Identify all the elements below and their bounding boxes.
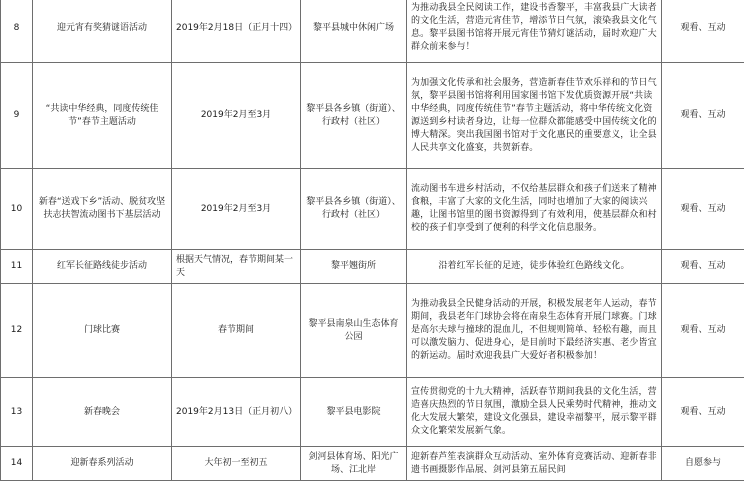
table-row (1, 250, 744, 284)
event-name: 迎元宵有奖猜谜语活动 (33, 0, 172, 63)
event-name: 红军长征路线徒步活动 (33, 250, 172, 284)
event-name: “共读中华经典，同度传统佳节”春节主题活动 (33, 63, 172, 169)
event-content: 沿着红军长征的足迹，徒步体验红色路线文化。 (407, 250, 662, 284)
table-row (1, 284, 744, 378)
table-row (1, 0, 744, 63)
row-number: 14 (1, 447, 33, 481)
event-name: 新春“送戏下乡”活动、脱贫攻坚扶志扶智流动图书下基层活动 (33, 169, 172, 250)
row-number: 10 (1, 169, 33, 250)
event-place: 黎平县城中休闲广场 (301, 0, 407, 63)
event-name: 门球比赛 (33, 284, 172, 378)
event-form: 自愿参与 (662, 447, 744, 481)
event-time: 大年初一至初五 (172, 447, 301, 481)
event-content: 为推动我县全民阅读工作，建设书香黎平，丰富我县广大读者的文化生活，营造元宵佳节，增添节日气氛，滚染我县文化气息。黎平县图书馆将开展元宵佳节猜灯谜活动，届时欢迎广大群众前来参与！ (407, 0, 662, 63)
table-row (1, 169, 744, 250)
row-number: 8 (1, 0, 33, 63)
event-form: 观看、互动 (662, 63, 744, 169)
row-number: 9 (1, 63, 33, 169)
event-time: 春节期间 (172, 284, 301, 378)
event-content: 为加强文化传承和社会服务，营造新春佳节欢乐祥和的节日气氛，黎平县图书馆将利用国家图书馆下发优质资源开展“共读中华经典，同度传统佳节”春节主题活动，将中华传统文化资源送到乡村读者身边，让每一位群众都能感受中国传统文化的博大精深。突出我国图书馆对于文化惠民的重要意义，让全县人民共享文化盛宴，共贺新春。 (407, 63, 662, 169)
event-content: 为推动我县全民健身活动的开展，积极发展老年人运动，春节期间，我县老年门球协会将在南泉生态体育开展门球赛。门球是高尔夫球与撞球的混血儿，不但规则简单、轻松有趣，而且可以激发脑力、促进身心，是目前时下最经济实惠、老少皆宜的新运动。届时欢迎我县广大爱好者积极参加！ (407, 284, 662, 378)
event-content: 流动图书车进乡村活动，不仅给基层群众和孩子们送来了精神食粮，丰富了大家的文化生活，同时也增加了大家的阅读兴趣，让图书馆里的图书资源得到了有效利用，使基层群众和村校的孩子们享受到了便利的科学文化信息服务。 (407, 169, 662, 250)
event-form: 观看、互动 (662, 378, 744, 447)
event-time: 2019年2月18日（正月十四） (172, 0, 301, 63)
table-row (1, 447, 744, 481)
event-place: 黎平县各乡镇（街道）、行政村（社区） (301, 63, 407, 169)
event-content: 迎新春芦笙表演群众互动活动、室外体育竞赛活动、迎新春非遗书画摄影作品展、剑河县第五届民间 (407, 447, 662, 481)
row-number: 12 (1, 284, 33, 378)
event-form: 观看、互动 (662, 0, 744, 63)
event-name: 新春晚会 (33, 378, 172, 447)
event-place: 黎平县各乡镇（街道）、行政村（社区） (301, 169, 407, 250)
event-time: 根据天气情况，春节期间某一天 (172, 250, 301, 284)
event-place: 黎平县电影院 (301, 378, 407, 447)
event-place: 黎平县南泉山生态体育公园 (301, 284, 407, 378)
event-name: 迎新春系列活动 (33, 447, 172, 481)
event-content: 宣传贯彻党的十九大精神，活跃春节期间我县的文化生活，营造喜庆热烈的节日氛围，激励全县人民乘势时代精神，推动文化大发展大繁荣，建设文化强县，建设幸福黎平，展示黎平群众文化繁荣发展新气象。 (407, 378, 662, 447)
event-form: 观看、互动 (662, 250, 744, 284)
row-number: 11 (1, 250, 33, 284)
events-table-body (1, 0, 744, 481)
row-number: 13 (1, 378, 33, 447)
table-row (1, 63, 744, 169)
event-form: 观看、互动 (662, 169, 744, 250)
table-row (1, 378, 744, 447)
event-place: 剑河县体育场、阳光广场、江北岸 (301, 447, 407, 481)
event-time: 2019年2月13日（正月初八） (172, 378, 301, 447)
event-time: 2019年2月至3月 (172, 169, 301, 250)
event-form: 观看、互动 (662, 284, 744, 378)
event-place: 黎平翘街所 (301, 250, 407, 284)
event-time: 2019年2月至3月 (172, 63, 301, 169)
